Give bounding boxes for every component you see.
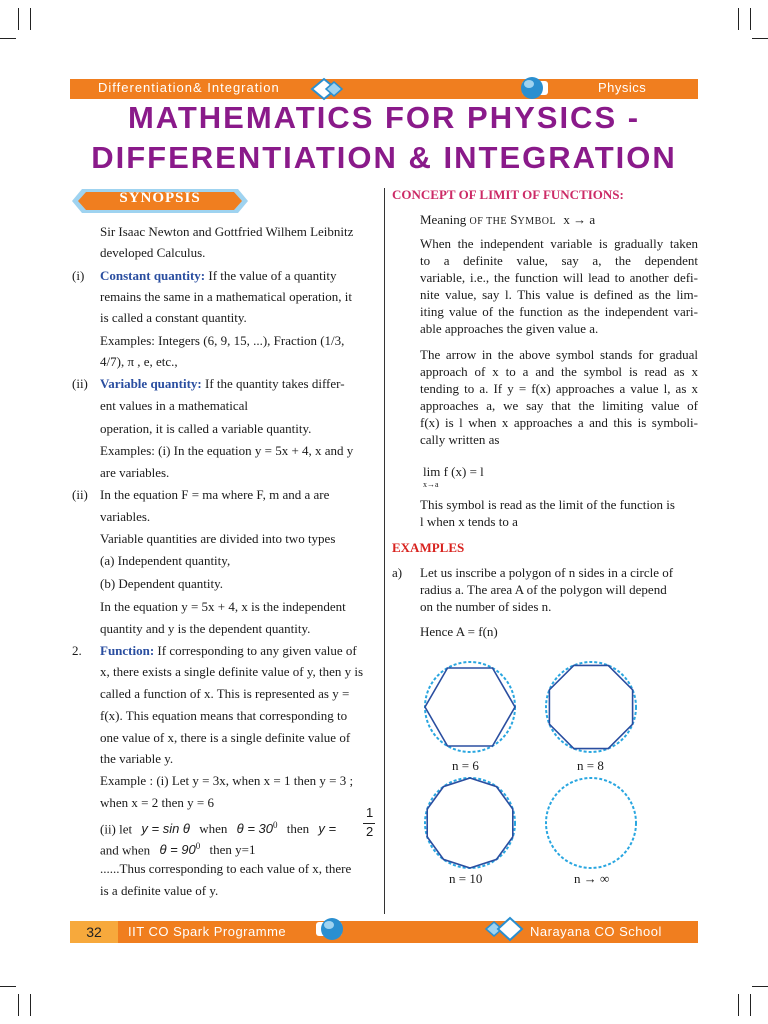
text-span: (ii) let: [100, 821, 133, 837]
caption-n10: n = 10: [449, 871, 483, 886]
text-line: called a function of x. This is represented as y =: [100, 686, 350, 701]
text-span: when: [199, 821, 228, 837]
synopsis-label: SYNOPSIS: [119, 190, 201, 206]
term-function: Function:: [100, 643, 155, 658]
text-span: If the quantity takes differ-: [201, 376, 345, 391]
text-line: x, there exists a single definite value of y, then y is: [100, 664, 364, 679]
text-line: on the number of sides n.: [420, 599, 552, 614]
text-line: f(x) is l when x approaches a and this is symboli-: [420, 415, 698, 430]
text-line: This symbol is read as the limit of the function is: [420, 497, 675, 512]
text-line: operation, it is called a variable quantity.: [100, 421, 312, 436]
crop-mark: [18, 994, 19, 1016]
section-heading: EXAMPLES: [392, 540, 465, 555]
text-line: quantity and y is the dependent quantity.: [100, 621, 311, 636]
circle-n8: [546, 662, 636, 752]
list-marker: (i): [72, 268, 85, 283]
math-expr: y =: [318, 821, 337, 837]
list-marker: 2.: [72, 643, 82, 658]
footer-school: Narayana CO School: [530, 924, 662, 939]
text-line: Hence A = f(n): [420, 624, 498, 639]
text-span: S: [510, 212, 518, 227]
crop-mark: [30, 994, 31, 1016]
crop-mark: [752, 38, 768, 39]
caption-ninf: n → ∞: [574, 871, 610, 886]
fraction-numerator: 1: [366, 805, 374, 820]
text-line: variable, i.e., the function will lead to another defi-: [420, 270, 698, 285]
symbol-meaning-line: [420, 211, 595, 230]
text-line: radius a. The area A of the polygon will depend: [420, 582, 667, 597]
math-expr: θ = 90: [159, 842, 196, 858]
inscribed-polygons-figure: [405, 660, 665, 870]
text-line: the variable y.: [100, 751, 174, 766]
text-span: If the value of a quantity: [205, 268, 337, 283]
text-line: Examples: Integers (6, 9, 15, ...), Fraction (1/3,: [100, 333, 345, 348]
text-line: Variable quantities are divided into two types: [100, 531, 336, 546]
crop-mark: [0, 986, 16, 987]
text-line: variables.: [100, 509, 151, 524]
circle-n6: [425, 662, 515, 752]
text-span: If corresponding to any given value of: [154, 643, 357, 658]
term-constant-quantity: Constant quantity:: [100, 268, 206, 283]
text-line: ......Thus corresponding to each value of x, there: [100, 861, 352, 876]
text-line: l when x tends to a: [420, 514, 518, 529]
list-marker: (ii): [72, 487, 88, 502]
text-line: developed Calculus.: [100, 245, 206, 260]
polygon-n10: [427, 778, 513, 868]
crop-mark: [0, 38, 16, 39]
text-line: (a) Independent quantity,: [100, 553, 231, 568]
text-line: remains the same in a mathematical operation, it: [100, 289, 352, 304]
crop-mark: [738, 994, 739, 1016]
text-line: Sir Isaac Newton and Gottfried Wilhem Leibnitz: [100, 224, 354, 239]
page-title: MATHEMATICS FOR PHYSICS -: [127, 100, 641, 135]
text-line: 4/7), π , e, etc.,: [100, 354, 178, 369]
limit-subscript: x→a: [423, 480, 439, 489]
page-number: 32: [70, 921, 118, 943]
text-line: The arrow in the above symbol stands for gradual: [420, 347, 698, 362]
text-line: f(x). This equation means that corresponding to: [100, 708, 348, 723]
text-line: one value of x, there is a single definite value of: [100, 730, 351, 745]
text-line: Let us inscribe a polygon of n sides in a circle of: [420, 565, 674, 580]
text-span: Meaning: [420, 212, 467, 227]
text-span: OF THE: [469, 216, 508, 227]
text-line: approach of x to a and the symbol is read as x: [420, 364, 698, 379]
caption-n8: n = 8: [577, 758, 604, 773]
text-line: to a definite value, say a, the dependent: [420, 253, 698, 268]
text-line: when x = 2 then y = 6: [100, 795, 214, 810]
diamond-ornament-icon: [482, 915, 526, 943]
circle-ninf: [546, 778, 636, 868]
text-line: tending to a. If y = f(x) approaches a value l, as x: [420, 381, 698, 396]
crop-mark: [752, 986, 768, 987]
text-line: cally written as: [420, 432, 500, 447]
math-expr: y = sin θ: [141, 821, 190, 837]
list-marker: a): [392, 565, 403, 580]
text-line: In the equation F = ma where F, m and a are: [100, 487, 330, 502]
crop-mark: [738, 8, 739, 30]
text-line: ent values in a mathematical: [100, 398, 248, 413]
crop-mark: [30, 8, 31, 30]
text-span: YMBOL: [517, 216, 557, 227]
text-span: then y=1: [209, 842, 256, 858]
text-line: is a definite value of y.: [100, 883, 219, 898]
superscript: 0: [195, 841, 201, 851]
text-line: are variables.: [100, 465, 170, 480]
header-subject: Physics: [598, 80, 647, 95]
text-line: Example : (i) Let y = 3x, when x = 1 then y = 3 ;: [100, 773, 354, 788]
page-title: DIFFERENTIATION & INTEGRATION: [91, 140, 677, 175]
polygon-n8: [549, 665, 632, 748]
crop-mark: [750, 994, 751, 1016]
superscript: 0: [273, 820, 278, 830]
text-span: and when: [100, 842, 151, 858]
text-line: (b) Dependent quantity.: [100, 576, 223, 591]
definition-line: [100, 640, 357, 661]
text-line: iting value of the function as the independent vari-: [420, 304, 698, 319]
definition-line: [100, 265, 337, 286]
text-line: approaches a, we say that the limiting value of: [420, 398, 698, 413]
bullet-ornament-icon: [502, 73, 552, 103]
bullet-ornament-icon: [312, 914, 362, 944]
column-divider: [384, 188, 385, 914]
text-line: is called a constant quantity.: [100, 310, 247, 325]
fraction-denominator: 2: [366, 824, 374, 839]
limit-expression: lim f (x) = l: [423, 464, 484, 479]
list-marker: (ii): [72, 376, 88, 391]
text-line: Examples: (i) In the equation y = 5x + 4, x and y: [100, 443, 354, 458]
text-line: nite value, say l. This value is defined as the lim-: [420, 287, 698, 302]
polygon-n6: [425, 668, 515, 746]
crop-mark: [750, 8, 751, 30]
footer-programme: IIT CO Spark Programme: [128, 924, 287, 939]
text-line: When the independent variable is gradually taken: [420, 236, 698, 251]
text-span: then: [286, 821, 310, 837]
equation-line: [100, 836, 255, 860]
header-chapter: Differentiation& Integration: [98, 80, 280, 95]
crop-mark: [18, 8, 19, 30]
circle-n10: [425, 778, 515, 868]
math-expr: θ = 30: [236, 821, 273, 837]
text-line: able approaches the given value a.: [420, 321, 599, 336]
diamond-ornament-icon: [310, 76, 350, 102]
text-line: In the equation y = 5x + 4, x is the independent: [100, 599, 346, 614]
definition-line: [100, 373, 345, 394]
caption-n6: n = 6: [452, 758, 479, 773]
math-expr: x → a: [563, 212, 596, 227]
term-variable-quantity: Variable quantity:: [100, 376, 202, 391]
section-heading: CONCEPT OF LIMIT OF FUNCTIONS:: [392, 187, 624, 202]
